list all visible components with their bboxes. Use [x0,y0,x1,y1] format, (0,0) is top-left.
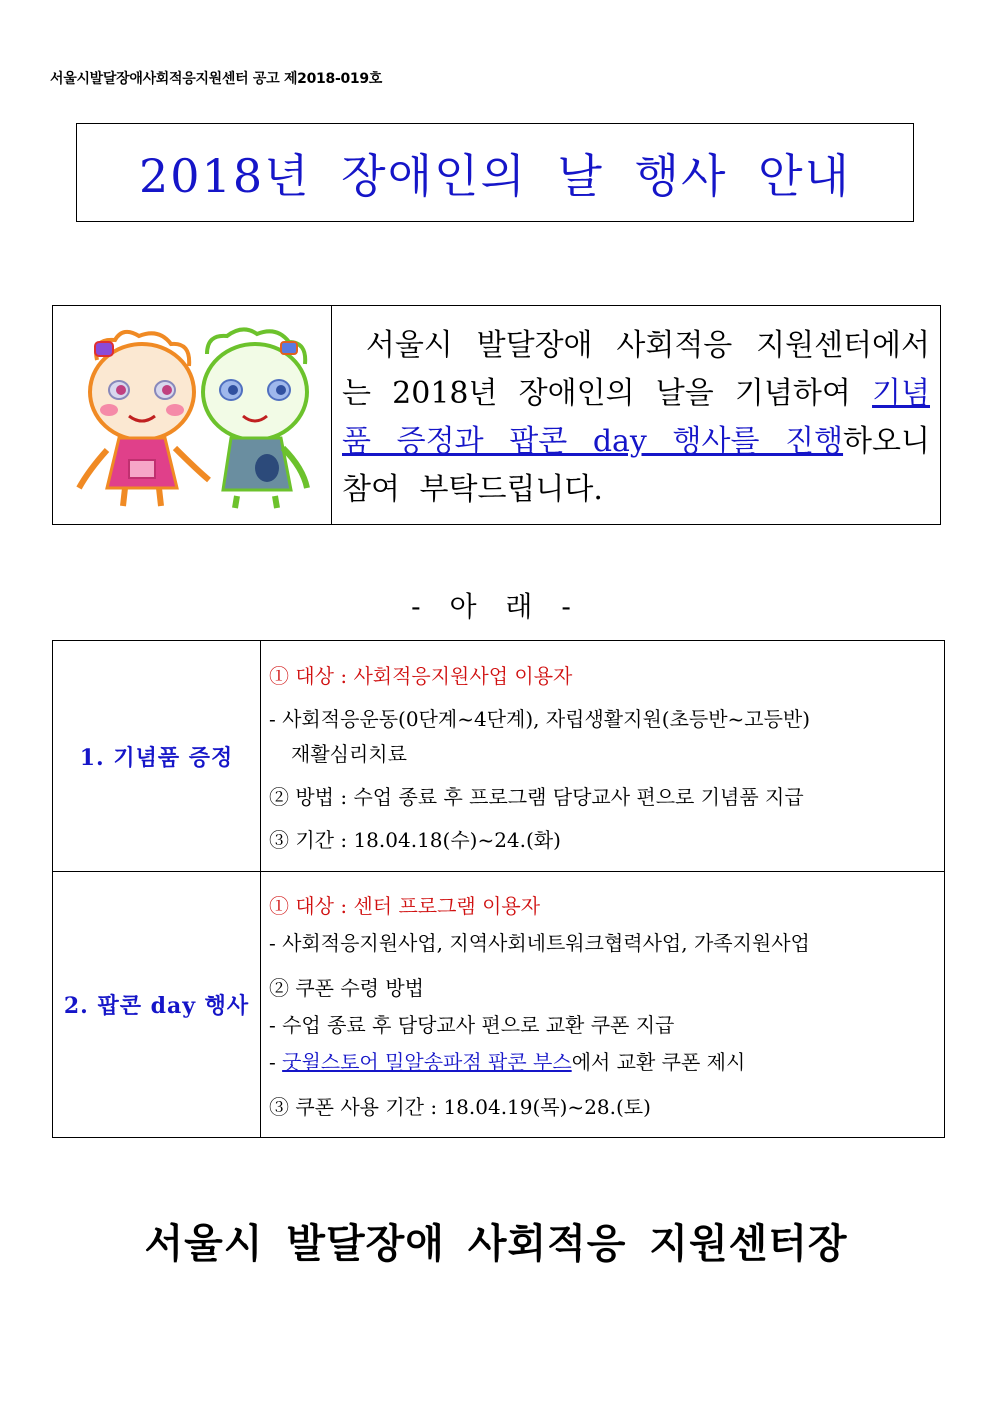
target-detail-line: 재활심리치료 [291,741,407,766]
footer-signature: 서울시 발달장애 사회적응 지원센터장 [144,1221,848,1267]
method-detail-suffix: 에서 교환 쿠폰 제시 [571,1049,746,1074]
category-cell: 2. 팝콘 day 행사 [53,872,261,1138]
table-row [53,872,945,1138]
method-detail-line: - 수업 종료 후 담당교사 편으로 교환 쿠폰 지급 [269,1012,675,1037]
period-line: ③ 쿠폰 사용 기간 : 18.04.19(목)~28.(토) [269,1094,651,1119]
detail-cell [261,872,945,1138]
intro-highlight: 기념품 증정과 팝콘 day 행사를 진행 [342,376,930,459]
mascot-illustration [53,306,332,524]
notice-number: 서울시발달장애사회적응지원센터 공고 제2018-019호 [50,71,383,87]
period-line: ③ 기간 : 18.04.18(수)~24.(화) [269,827,561,852]
intro-box [52,305,941,525]
page-title: 2018년 장애인의 날 행사 안내 [139,148,851,203]
method-detail-line [269,1046,936,1075]
method-detail-prefix: - [269,1049,283,1074]
detail-cell [261,641,945,872]
arae-heading: - 아 래 - [411,590,581,623]
target-detail-line: - 사회적응운동(0단계~4단계), 자립생활지원(초등반~고등반) [269,706,811,731]
method-line: ② 방법 : 수업 종료 후 프로그램 담당교사 편으로 기념품 지급 [269,784,804,809]
intro-paragraph [332,306,940,524]
target-line: ① 대상 : 센터 프로그램 이용자 [269,893,541,918]
table-row [53,641,945,872]
intro-text-after: 하오니 참여 부탁드립니다. [342,424,930,507]
method-line: ② 쿠폰 수령 방법 [269,975,424,1000]
title-box [76,123,914,222]
popcorn-booth-highlight: 굿윌스토어 밀알송파점 팝콘 부스 [282,1049,572,1074]
intro-text-before: 서울시 발달장애 사회적응 지원센터에서는 2018년 장애인의 날을 기념하여 [342,328,930,411]
target-line: ① 대상 : 사회적응지원사업 이용자 [269,663,573,688]
category-cell: 1. 기념품 증정 [53,641,261,872]
event-table [52,640,945,1138]
target-detail-line: - 사회적응지원사업, 지역사회네트워크협력사업, 가족지원사업 [269,930,810,955]
mascot-characters-icon [67,320,317,510]
